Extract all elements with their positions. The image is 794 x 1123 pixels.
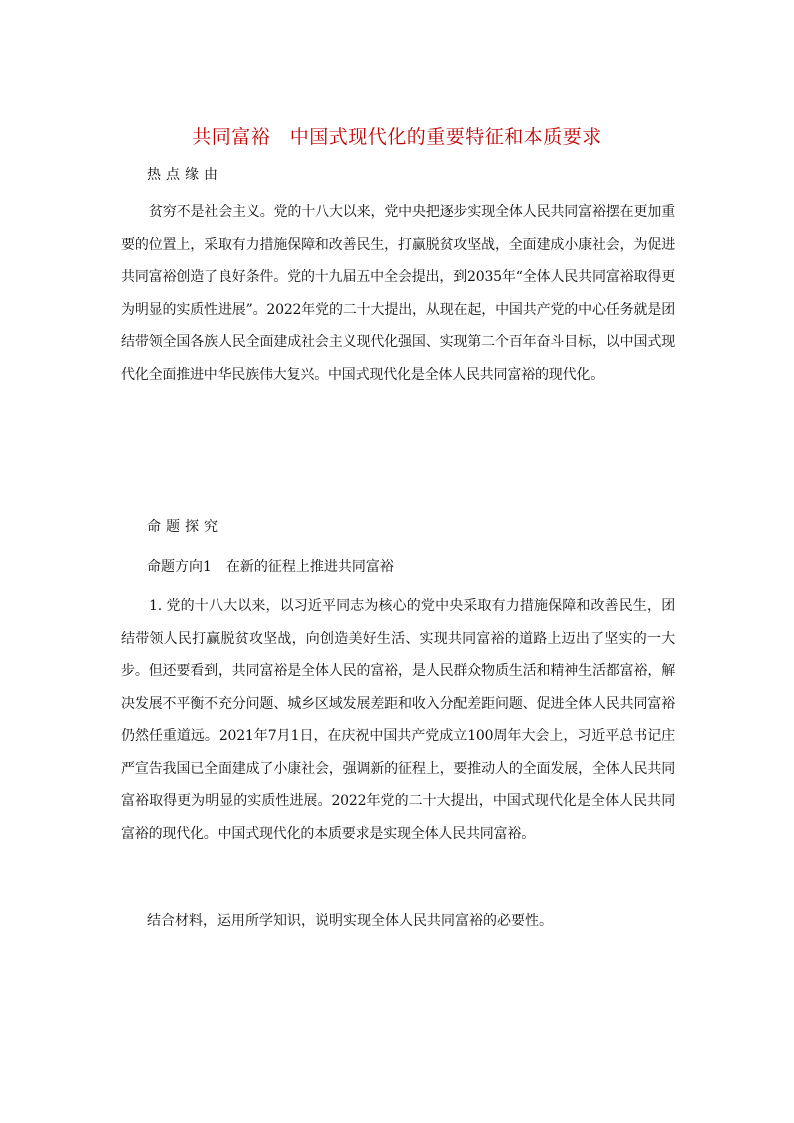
question-task: 结合材料，运用所学知识，说明实现全体人民共同富裕的必要性。 [147, 913, 553, 929]
section-heading-exploration: 命题探究 [147, 519, 223, 535]
hotspot-paragraph: 贫穷不是社会主义。党的十八大以来，党中央把逐步实现全体人民共同富裕摆在更加重要的位置上，采取有力措施保障和改善民生，打赢脱贫攻坚战，全面建成小康社会，为促进共同富裕创造了良好条件。党的十九届五中全会提出，到2035年“全体人民共同富裕取得更为明显的实质性进展”。2022年党的二十大提出，从现在起，中国共产党的中心任务就是团结带领全国各族人民全面建成社会主义现代化强国、实现第二个百年奋斗目标，以中国式现代化全面推进中华民族伟大复兴。中国式现代化是全体人民共同富裕的现代化。 [121, 204, 675, 383]
document-title: 共同富裕 中国式现代化的重要特征和本质要求 [192, 126, 602, 148]
question-material-paragraph: 1. 党的十八大以来，以习近平同志为核心的党中央采取有力措施保障和改善民生，团结带领人民打赢脱贫攻坚战，向创造美好生活、实现共同富裕的道路上迈出了坚实的一大步。但还要看到，共同富裕是全体人民的富裕，是人民群众物质生活和精神生活都富裕，解决发展不平衡不充分问题、城乡区域发展差距和收入分配差距问题、促进全体人民共同富裕仍然任重道远。2021年7月1日，在庆祝中国共产党成立100周年大会上，习近平总书记庄严宣告我国已全面建成了小康社会，强调新的征程上，要推动人的全面发展，全体人民共同富裕取得更为明显的实质性进展。2022年党的二十大提出，中国式现代化是全体人民共同富裕的现代化。中国式现代化的本质要求是实现全体人民共同富裕。 [121, 598, 675, 842]
proposition-direction: 命题方向1 在新的征程上推进共同富裕 [147, 559, 394, 575]
section-heading-hotspot: 热点缘由 [147, 167, 223, 183]
